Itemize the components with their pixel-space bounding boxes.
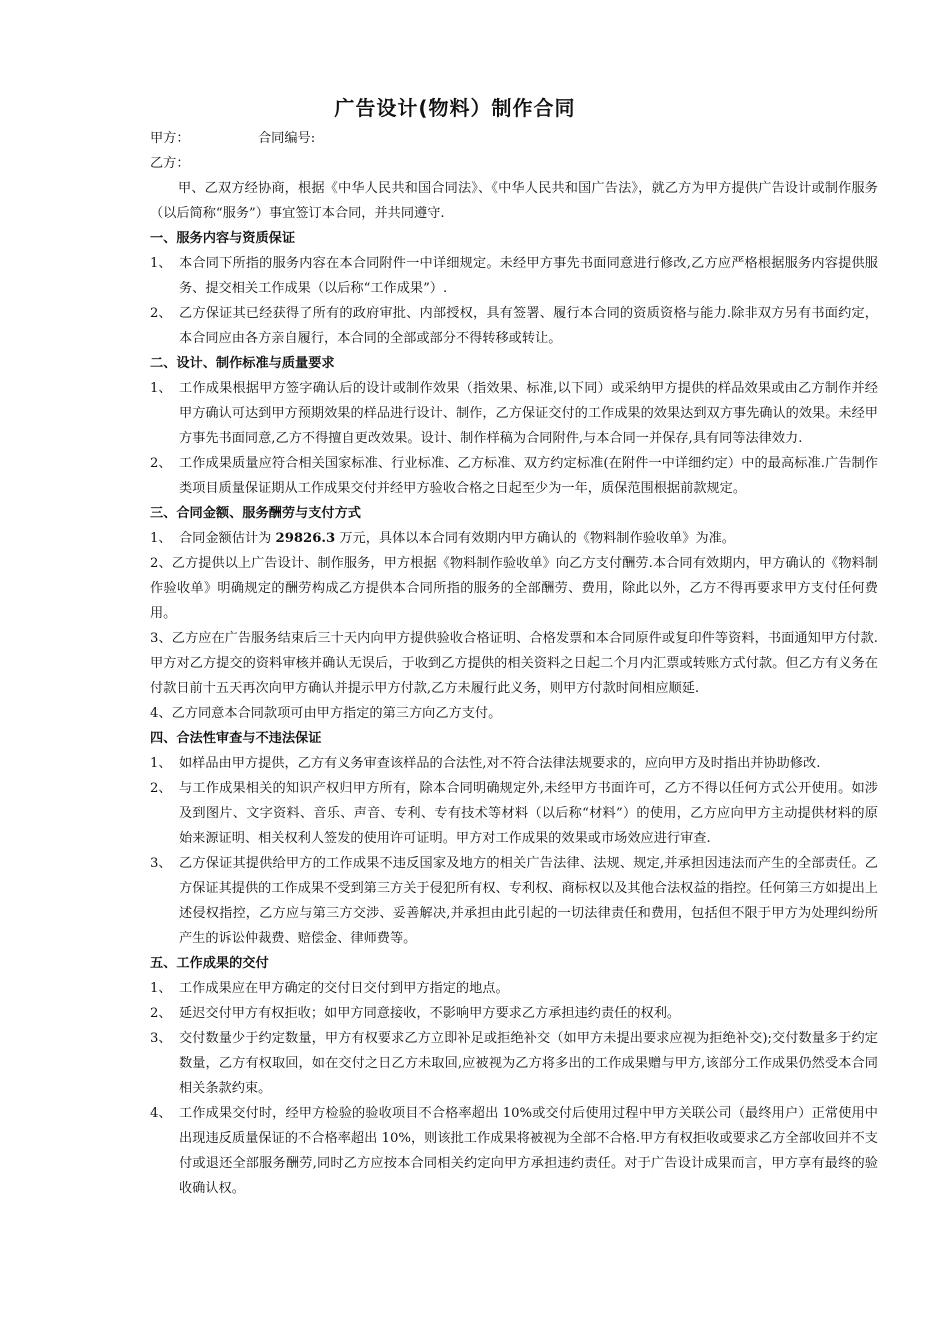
list-item [150, 851, 878, 951]
item-number: 1、 [150, 756, 172, 771]
party-a-line [150, 126, 878, 151]
party-b-label: 乙方： [150, 156, 190, 171]
list-item [150, 301, 878, 351]
item-number: 2、 [150, 456, 172, 471]
amount-suffix: 万元，具体以本合同有效期内甲方确认的《物料制作验收单》为准。 [339, 531, 735, 546]
item-number: 1、 [150, 981, 172, 996]
intro-paragraph: 甲、乙双方经协商，根据《中华人民共和国合同法》、《中华人民共和国广告法》，就乙方为甲方提供广告设计或制作服务（以后简称“服务”）事宜签订本合同，并共同遵守. [150, 181, 878, 221]
item-number: 1、 [150, 381, 172, 396]
amount-prefix: 合同金额估计为 [179, 531, 272, 546]
item-number: 3、 [150, 1031, 172, 1046]
list-item [150, 526, 878, 551]
list-item [150, 1101, 878, 1201]
item-text: 工作成果根据甲方签字确认后的设计或制作效果（指效果、标准,以下同）或采纳甲方提供的样品效果或由乙方制作并经甲方确认可达到甲方预期效果的样品进行设计、制作，乙方保证交付的工作成果的效果达到双方事先确认的效果。未经甲方事先书面同意,乙方不得擅自更改效果。设计、制作样稿为合同附件,与本合同一并保存,具有同等法律效力. [179, 381, 878, 446]
item-text: 工作成果质量应符合相关国家标准、行业标准、乙方标准、双方约定标准(在附件一中详细约定）中的最高标准.广告制作类项目质量保证期从工作成果交付并经甲方验收合格之日起至少为一年，质保范围根据前款规定。 [179, 456, 878, 496]
item-text: 工作成果应在甲方确定的交付日交付到甲方指定的地点。 [179, 981, 509, 996]
section-3-heading: 三、合同金额、服务酬劳与支付方式 [150, 506, 361, 521]
section-3-paragraph-4: 4、乙方同意本合同款项可由甲方指定的第三方向乙方支付。 [150, 706, 502, 721]
list-item [150, 751, 878, 776]
list-item [150, 251, 878, 301]
item-text: 与工作成果相关的知识产权归甲方所有，除本合同明确规定外,未经甲方书面许可，乙方不得以任何方式公开使用。如涉及到图片、文字资料、音乐、声音、专利、专有技术等材料（以后称“材料”）的使用，乙方应向甲方主动提供材料的原始来源证明、相关权利人签发的使用许可证明。甲方对工作成果的效果或市场效应进行审查. [179, 781, 878, 846]
item-number: 4、 [150, 1106, 172, 1121]
section-3-paragraph-2: 2、乙方提供以上广告设计、制作服务，甲方根据《物料制作验收单》向乙方支付酬劳.本合同有效期内，甲方确认的《物料制作验收单》明确规定的酬劳构成乙方提供本合同所指的服务的全部酬劳、费用，除此以外，乙方不得再要求甲方支付任何费用。 [150, 556, 878, 621]
item-number: 3、 [150, 856, 172, 871]
list-item [150, 1026, 878, 1101]
list-item [150, 976, 878, 1001]
contract-body [150, 126, 878, 1201]
item-text: 工作成果交付时，经甲方检验的验收项目不合格率超出 10%或交付后使用过程中甲方关联公司（最终用户）正常使用中出现违反质量保证的不合格率超出 10%，则该批工作成果将被视为全部不合格.甲方有权拒收或要求乙方全部收回并不支付或退还全部服务酬劳,同时乙方应按本合同相关约定向甲方承担违约责任。对于广告设计成果而言，甲方享有最终的验收确认权。 [179, 1106, 878, 1196]
item-text: 乙方保证其提供给甲方的工作成果不违反国家及地方的相关广告法律、法规、规定,并承担因违法而产生的全部责任。乙方保证其提供的工作成果不受到第三方关于侵犯所有权、专利权、商标权以及其他合法权益的指控。任何第三方如提出上述侵权指控，乙方应与第三方交涉、妥善解决,并承担由此引起的一切法律责任和费用，包括但不限于甲方为处理纠纷所产生的诉讼仲裁费、赔偿金、律师费等。 [179, 856, 878, 946]
list-item [150, 376, 878, 451]
contract-number-label: 合同编号: [258, 131, 316, 146]
item-number: 2、 [150, 306, 172, 321]
section-5-heading: 五、工作成果的交付 [150, 956, 269, 971]
item-text [179, 526, 878, 551]
section-3-paragraph-3: 3、乙方应在广告服务结束后三十天内向甲方提供验收合格证明、合格发票和本合同原件或复印件等资料，书面通知甲方付款.甲方对乙方提交的资料审核并确认无误后，于收到乙方提供的相关资料之日起二个月内汇票或转账方式付款。但乙方有义务在付款日前十五天再次向甲方确认并提示甲方付款,乙方未履行此义务，则甲方付款时间相应顺延. [150, 631, 878, 696]
list-item [150, 1001, 878, 1026]
item-text: 延迟交付甲方有权拒收；如甲方同意接收，不影响甲方要求乙方承担违约责任的权利。 [179, 1006, 681, 1021]
party-a-label: 甲方： [150, 131, 190, 146]
item-number: 2、 [150, 1006, 172, 1021]
item-number: 1、 [150, 531, 172, 546]
item-text: 交付数量少于约定数量，甲方有权要求乙方立即补足或拒绝补交（如甲方未提出要求应视为拒绝补交);交付数量多于约定数量，乙方有权取回，如在交付之日乙方未取回,应被视为乙方将多出的工作成果赠与甲方,该部分工作成果仍然受本合同相关条款约束。 [179, 1031, 878, 1096]
contract-amount: 29826.3 [275, 531, 336, 546]
section-4-heading: 四、合法性审查与不违法保证 [150, 731, 322, 746]
list-item [150, 776, 878, 851]
item-number: 1、 [150, 256, 172, 271]
list-item [150, 451, 878, 501]
item-number: 2、 [150, 781, 172, 796]
item-text: 如样品由甲方提供，乙方有义务审查该样品的合法性,对不符合法律法规要求的，应向甲方及时指出并协助修改. [179, 756, 821, 771]
section-2-heading: 二、设计、制作标准与质量要求 [150, 356, 335, 371]
contract-title: 广告设计(物料）制作合同 [334, 96, 576, 120]
section-1-heading: 一、服务内容与资质保证 [150, 231, 296, 246]
item-text: 乙方保证其已经获得了所有的政府审批、内部授权，具有签署、履行本合同的资质资格与能力.除非双方另有书面约定，本合同应由各方亲自履行，本合同的全部或部分不得转移或转让。 [179, 306, 878, 346]
item-text: 本合同下所指的服务内容在本合同附件一中详细规定。未经甲方事先书面同意进行修改,乙方应严格根据服务内容提供服务、提交相关工作成果（以后称“工作成果”）. [179, 256, 878, 296]
